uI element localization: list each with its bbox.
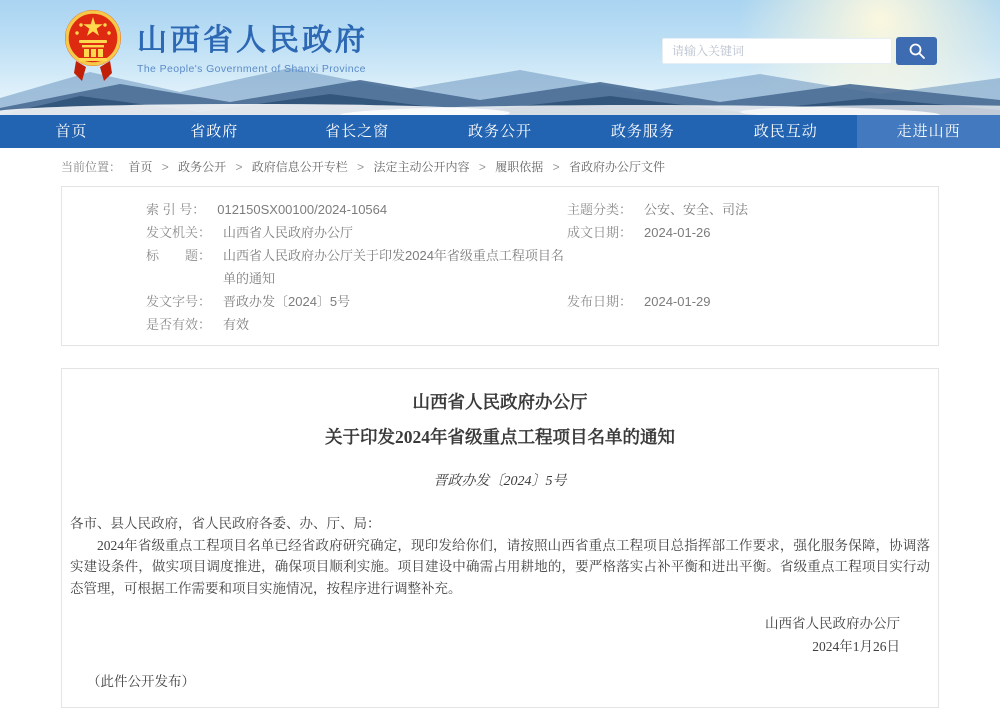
document-content-panel [61, 368, 939, 708]
nav-item-gov-services[interactable]: 政务服务 [610, 123, 675, 140]
document-body [70, 513, 930, 599]
meta-row [62, 244, 938, 290]
document-number: 晋政办发〔2024〕5号 [433, 474, 567, 489]
breadcrumb-item-statutory-content[interactable]: 法定主动公开内容 [373, 160, 470, 174]
nav-item-governor-window[interactable]: 省长之窗 [325, 123, 390, 140]
meta-label-title: 标 题： [146, 248, 212, 263]
meta-label-validity: 是否有效： [146, 317, 212, 332]
main-nav [0, 115, 1000, 148]
site-subtitle: The People's Government of Shanxi Province [137, 62, 366, 75]
meta-value-publish-date: 2024-01-29 [644, 294, 711, 309]
meta-value-title: 山西省人民政府办公厅关于印发2024年省级重点工程项目名单的通知 [223, 248, 564, 286]
nav-item-into-shanxi[interactable]: 走进山西 [857, 115, 1000, 148]
document-footnote: （此件公开发布） [87, 674, 195, 689]
search-icon [908, 42, 926, 60]
breadcrumb [61, 148, 939, 184]
site-title: 山西省人民政府 [137, 23, 368, 57]
meta-label-issuing-agency: 发文机关： [146, 225, 212, 240]
meta-label-index-number: 索 引 号： [146, 202, 206, 217]
breadcrumb-item-office-documents[interactable]: 省政府办公厅文件 [568, 160, 665, 174]
document-title-line1: 山西省人民政府办公厅 [412, 392, 588, 412]
meta-row [62, 198, 938, 221]
breadcrumb-separator: > [161, 160, 169, 174]
meta-value-index-number: 012150SX00100/2024-10564 [217, 202, 388, 217]
nav-item-public-interaction[interactable]: 政民互动 [753, 123, 818, 140]
breadcrumb-item-home[interactable]: 首页 [128, 160, 153, 174]
signature-organization: 山西省人民政府办公厅 [765, 616, 900, 631]
breadcrumb-separator: > [552, 160, 560, 174]
document-salutation: 各市、县人民政府，省人民政府各委、办、厅、局： [70, 516, 381, 531]
search-button[interactable] [896, 37, 937, 65]
breadcrumb-separator: > [357, 160, 365, 174]
document-signature [70, 612, 930, 658]
national-emblem-icon [62, 7, 124, 83]
meta-label-date-written: 成文日期： [567, 225, 633, 240]
site-brand[interactable] [62, 7, 368, 83]
meta-value-issuing-agency: 山西省人民政府办公厅 [223, 225, 354, 240]
breadcrumb-separator: > [235, 160, 243, 174]
meta-row [62, 290, 938, 313]
meta-row [62, 313, 938, 336]
nav-item-gov-affairs-disclosure[interactable]: 政务公开 [468, 123, 533, 140]
signature-date: 2024年1月26日 [812, 639, 900, 654]
nav-item-provincial-government[interactable]: 省政府 [190, 123, 239, 140]
meta-value-validity: 有效 [223, 317, 250, 332]
meta-label-topic-category: 主题分类： [567, 202, 633, 217]
breadcrumb-prefix: 当前位置： [61, 160, 122, 174]
meta-label-doc-number: 发文字号： [146, 294, 212, 309]
search-input[interactable] [662, 38, 892, 64]
meta-value-topic-category: 公安、安全、司法 [644, 202, 749, 217]
search-bar [662, 37, 937, 65]
document-title-line2: 关于印发2024年省级重点工程项目名单的通知 [325, 427, 675, 447]
document-paragraph: 2024年省级重点工程项目名单已经省政府研究确定，现印发给你们，请按照山西省重点工程项目总指挥部工作要求，强化服务保障，协调落实建设条件，做实项目调度推进，确保项目顺利实施。项目建设中确需占用耕地的，要严格落实占补平衡和进出平衡。省级重点工程项目实行动态管理，可根据工作需要和项目实施情况，按程序进行调整补充。 [70, 537, 930, 596]
breadcrumb-item-info-column[interactable]: 政府信息公开专栏 [251, 160, 348, 174]
document-meta-panel [61, 186, 939, 346]
meta-value-date-written: 2024-01-26 [644, 225, 711, 240]
brand-text [137, 16, 368, 75]
meta-label-publish-date: 发布日期： [567, 294, 633, 309]
meta-row [62, 221, 938, 244]
breadcrumb-separator: > [478, 160, 486, 174]
breadcrumb-item-duty-basis[interactable]: 履职依据 [495, 160, 544, 174]
nav-item-home[interactable]: 首页 [55, 123, 88, 140]
meta-value-doc-number: 晋政办发〔2024〕5号 [223, 294, 351, 309]
site-header [0, 0, 1000, 115]
breadcrumb-item-disclosure[interactable]: 政务公开 [178, 160, 227, 174]
